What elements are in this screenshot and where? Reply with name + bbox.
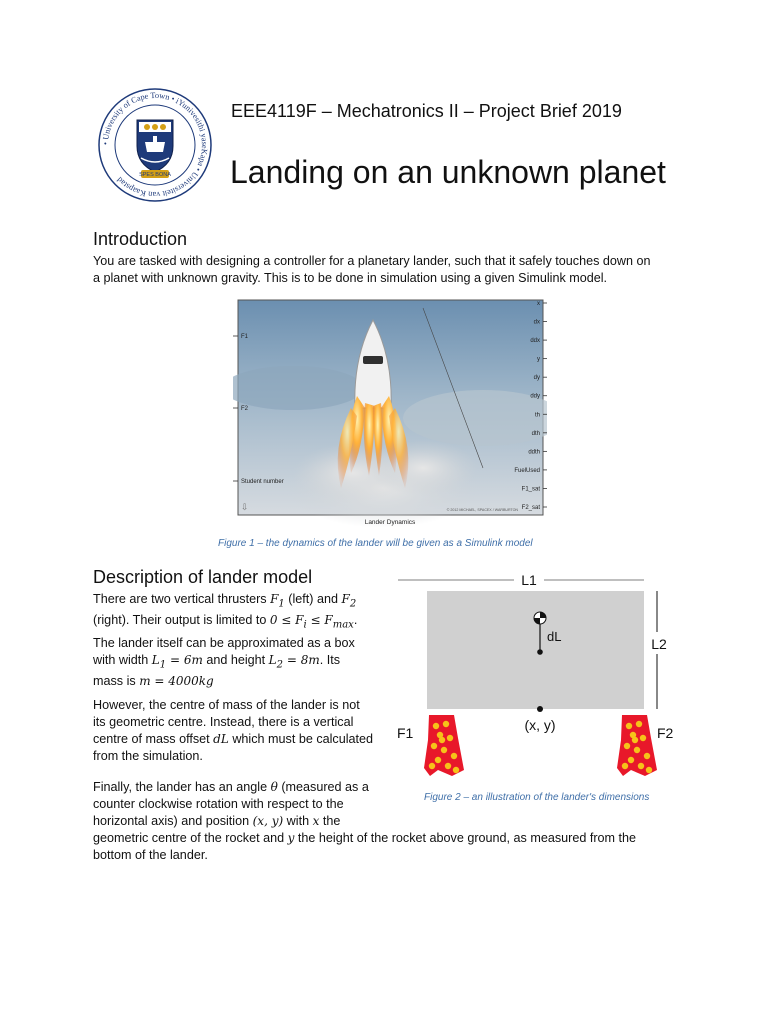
flame-spark — [638, 763, 644, 769]
simulink-lander-block — [233, 298, 547, 528]
flame-spark — [435, 757, 441, 763]
output-port-label: ddy — [530, 393, 540, 400]
left-thruster-flame — [424, 715, 464, 776]
flame-spark — [443, 721, 449, 727]
flame-spark — [453, 767, 459, 773]
flame-spark — [628, 757, 634, 763]
flame-spark — [431, 743, 437, 749]
flame-spark — [632, 737, 638, 743]
output-port-label: x — [537, 301, 540, 307]
introduction-heading: Introduction — [93, 229, 188, 249]
flame-spark — [622, 763, 628, 769]
flame-spark — [441, 747, 447, 753]
output-port-label: ddth — [528, 449, 540, 456]
flame-spark — [451, 753, 457, 759]
position-reference-dot — [537, 706, 543, 712]
output-port-label: F1_sat — [521, 486, 540, 493]
flame-spark — [636, 721, 642, 727]
logo-banner-text: SPES BONA — [139, 172, 171, 178]
l1-label: L1 — [521, 572, 537, 588]
geometric-centre-dot — [537, 649, 543, 655]
right-thruster-flame — [617, 715, 657, 776]
output-port-label: dy — [533, 375, 540, 382]
down-arrow-icon: ⇩ — [241, 503, 249, 513]
flame-spark — [644, 753, 650, 759]
output-port-label: dth — [531, 430, 540, 437]
output-port-label: F2_sat — [521, 505, 540, 511]
logo-ring-text: • University of Cape Town • iYunivesithi yaseKapa • Universiteit van Kaapstad — [100, 90, 210, 200]
flame-spark — [433, 723, 439, 729]
intro-line-2: a planet with unknown gravity. This is to be done in simulation using a given Simulink model. — [93, 271, 608, 285]
model-paragraph-4: Finally, the lander has an angle θ (measured as a counter clockwise rotation with respect to the horizontal axis) and position (x, y) with x the geometric centre of the rocket and y the height of the rocket above ground, as measured from the bottom of the lander. — [93, 780, 637, 862]
flame-spark — [646, 767, 652, 773]
dl-label: dL — [547, 629, 562, 644]
flame-spark — [429, 763, 435, 769]
flame-spark — [624, 743, 630, 749]
lander-body — [427, 591, 644, 709]
university-logo — [93, 86, 217, 204]
figure1-watermark: © 2012 MICHAEL, SPACEX / WARBURTON — [446, 508, 518, 512]
input-port-label: F2 — [241, 406, 249, 412]
model-paragraph-3: However, the centre of mass of the lander is not its geometric centre. Instead, there is a vertical centre of mass offset dL which must be calculated from the simulation. — [93, 698, 374, 763]
flame-spark — [640, 735, 646, 741]
input-port-label: Student number — [241, 479, 284, 485]
output-port-label: ddx — [530, 338, 540, 345]
model-paragraph-2: The lander itself can be approximated as a box with width $L_1 = 6m$ and height $L_2 = 8m$. Its mass is m = 4000kg — [93, 636, 355, 689]
figure2-caption: Figure 2 – an illustration of the lander's dimensions — [424, 792, 650, 803]
document-title: Landing on an unknown planet — [230, 154, 666, 190]
input-port-label: F1 — [241, 334, 249, 340]
lander-model-heading: Description of lander model — [93, 567, 313, 587]
flame-spark — [445, 763, 451, 769]
l2-label: L2 — [651, 636, 667, 652]
model-paragraph-1: There are two vertical thrusters $F_1$ (left) and $F_2$ (right). Their output is limited to $0 \le F_i \le F_{max}$. — [93, 592, 358, 631]
flame-spark — [447, 735, 453, 741]
output-port-label: dx — [533, 319, 540, 326]
f1-label: F1 — [397, 725, 414, 741]
lander-dimensions-diagram — [392, 570, 692, 790]
output-port-label: y — [537, 356, 540, 363]
f2-label: F2 — [657, 725, 674, 741]
flame-spark — [634, 747, 640, 753]
position-label: (x, y) — [524, 717, 556, 733]
intro-line-1: You are tasked with designing a controller for a planetary lander, such that it safely touches down on — [93, 254, 651, 268]
flame-spark — [626, 723, 632, 729]
output-port-label: FuelUsed — [514, 467, 540, 474]
figure1-caption: Figure 1 – the dynamics of the lander will be given as a Simulink model — [218, 538, 533, 549]
flame-spark — [439, 737, 445, 743]
course-line: EEE4119F – Mechatronics II – Project Brief 2019 — [231, 101, 622, 121]
centre-of-mass-icon — [534, 612, 546, 624]
output-port-label: th — [534, 412, 540, 419]
figure1-block-name: Lander Dynamics — [364, 519, 416, 526]
